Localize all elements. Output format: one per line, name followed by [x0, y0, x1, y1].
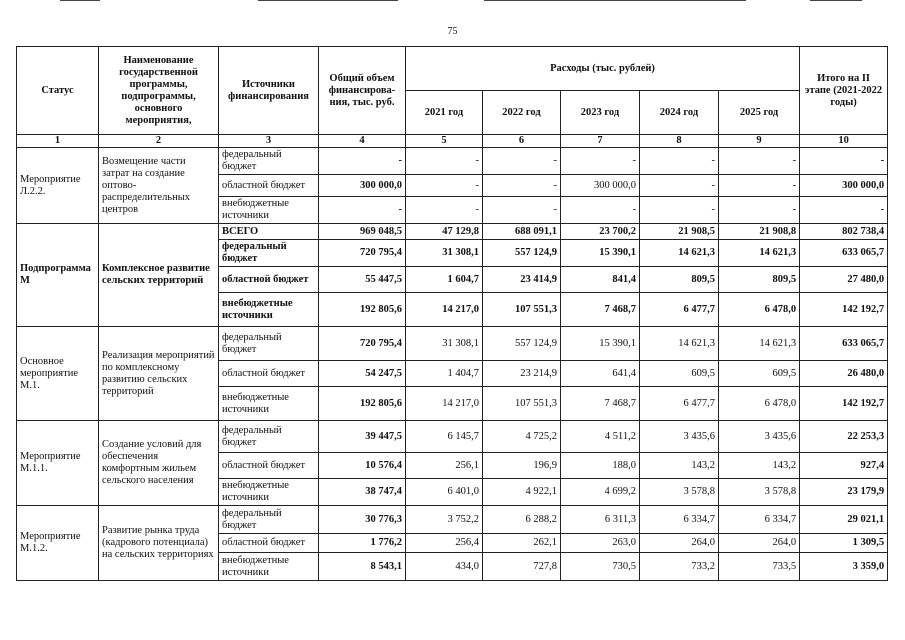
- funding-source-cell: областной бюджет: [219, 453, 319, 479]
- year-amount-cell: 6 311,3: [561, 506, 640, 534]
- year-amount-cell: 609,5: [640, 361, 719, 387]
- year-amount-cell: 6 401,0: [406, 479, 483, 506]
- total-amount-cell: 720 795,4: [319, 240, 406, 267]
- year-amount-cell: -: [406, 148, 483, 175]
- stage-total-cell: -: [800, 197, 888, 224]
- funding-source-cell: федеральный бюджет: [219, 506, 319, 534]
- year-amount-cell: 15 390,1: [561, 240, 640, 267]
- header-stage-total: Итого на II этапе (2021-2022 годы): [800, 47, 888, 135]
- year-amount-cell: 6 478,0: [719, 293, 800, 327]
- total-amount-cell: 1 776,2: [319, 534, 406, 553]
- year-amount-cell: 264,0: [640, 534, 719, 553]
- year-amount-cell: 6 145,7: [406, 421, 483, 453]
- stage-total-cell: 142 192,7: [800, 293, 888, 327]
- column-number: 9: [719, 135, 800, 148]
- stage-total-cell: 927,4: [800, 453, 888, 479]
- year-amount-cell: 47 129,8: [406, 224, 483, 240]
- total-amount-cell: -: [319, 148, 406, 175]
- total-amount-cell: 10 576,4: [319, 453, 406, 479]
- year-amount-cell: 733,2: [640, 553, 719, 581]
- year-amount-cell: -: [719, 197, 800, 224]
- stage-total-cell: 802 738,4: [800, 224, 888, 240]
- header-status: Статус: [17, 47, 99, 135]
- year-amount-cell: 21 908,5: [640, 224, 719, 240]
- table-row: [17, 506, 888, 534]
- year-amount-cell: 3 435,6: [719, 421, 800, 453]
- total-amount-cell: 720 795,4: [319, 327, 406, 361]
- program-name-cell: Создание условий для обеспечения комфортным жильем сельского населения: [99, 421, 219, 506]
- stage-total-cell: 633 065,7: [800, 240, 888, 267]
- program-name-cell: Развитие рынка труда (кадрового потенциала) на сельских территориях: [99, 506, 219, 581]
- year-amount-cell: 609,5: [719, 361, 800, 387]
- header-year: 2021 год: [406, 91, 483, 135]
- year-amount-cell: 23 700,2: [561, 224, 640, 240]
- program-name-cell: Возмещение части затрат на создание оптово-распределительных центров: [99, 148, 219, 224]
- table-row: [17, 421, 888, 453]
- financing-table: [16, 46, 888, 581]
- table-body: [17, 148, 888, 581]
- year-amount-cell: 188,0: [561, 453, 640, 479]
- year-amount-cell: 4 922,1: [483, 479, 561, 506]
- year-amount-cell: -: [561, 197, 640, 224]
- year-amount-cell: 6 334,7: [640, 506, 719, 534]
- status-cell: Мероприятие М.1.1.: [17, 421, 99, 506]
- stage-total-cell: 27 480,0: [800, 267, 888, 293]
- year-amount-cell: 14 621,3: [719, 240, 800, 267]
- year-amount-cell: -: [483, 197, 561, 224]
- year-amount-cell: -: [719, 175, 800, 197]
- column-number: 2: [99, 135, 219, 148]
- year-amount-cell: 733,5: [719, 553, 800, 581]
- year-amount-cell: 809,5: [640, 267, 719, 293]
- total-amount-cell: 54 247,5: [319, 361, 406, 387]
- total-amount-cell: 192 805,6: [319, 387, 406, 421]
- page-number: 75: [447, 26, 458, 37]
- table-row: [17, 224, 888, 240]
- stage-total-cell: 23 179,9: [800, 479, 888, 506]
- year-amount-cell: 4 511,2: [561, 421, 640, 453]
- column-number: 7: [561, 135, 640, 148]
- year-amount-cell: 730,5: [561, 553, 640, 581]
- year-amount-cell: 15 390,1: [561, 327, 640, 361]
- total-amount-cell: 38 747,4: [319, 479, 406, 506]
- funding-source-cell: внебюджетные источники: [219, 293, 319, 327]
- funding-source-cell: внебюджетные источники: [219, 197, 319, 224]
- header-expenses: Расходы (тыс. рублей): [406, 47, 800, 91]
- stage-total-cell: 1 309,5: [800, 534, 888, 553]
- funding-source-cell: федеральный бюджет: [219, 421, 319, 453]
- year-amount-cell: 3 435,6: [640, 421, 719, 453]
- year-amount-cell: 6 477,7: [640, 293, 719, 327]
- column-number: 4: [319, 135, 406, 148]
- year-amount-cell: 641,4: [561, 361, 640, 387]
- year-amount-cell: 3 578,8: [719, 479, 800, 506]
- column-number: 6: [483, 135, 561, 148]
- funding-source-cell: областной бюджет: [219, 361, 319, 387]
- status-cell: Мероприятие М.1.2.: [17, 506, 99, 581]
- year-amount-cell: -: [640, 148, 719, 175]
- year-amount-cell: 263,0: [561, 534, 640, 553]
- column-numbers-row: [17, 135, 888, 148]
- year-amount-cell: 7 468,7: [561, 387, 640, 421]
- header-year: 2022 год: [483, 91, 561, 135]
- stage-total-cell: 142 192,7: [800, 387, 888, 421]
- header-year: 2024 год: [640, 91, 719, 135]
- year-amount-cell: 6 477,7: [640, 387, 719, 421]
- year-amount-cell: 841,4: [561, 267, 640, 293]
- year-amount-cell: -: [483, 148, 561, 175]
- table-row: [17, 148, 888, 175]
- stage-total-cell: 29 021,1: [800, 506, 888, 534]
- top-rule-left: [60, 0, 100, 1]
- year-amount-cell: 6 334,7: [719, 506, 800, 534]
- year-amount-cell: 3 752,2: [406, 506, 483, 534]
- top-rule-right: [484, 0, 746, 1]
- status-cell: Основное мероприятие М.1.: [17, 327, 99, 421]
- header-source: Источники финансирования: [219, 47, 319, 135]
- year-amount-cell: 256,4: [406, 534, 483, 553]
- funding-source-cell: федеральный бюджет: [219, 240, 319, 267]
- year-amount-cell: 809,5: [719, 267, 800, 293]
- year-amount-cell: -: [640, 197, 719, 224]
- year-amount-cell: 262,1: [483, 534, 561, 553]
- top-rule-far-right: [810, 0, 862, 1]
- stage-total-cell: 22 253,3: [800, 421, 888, 453]
- column-number: 3: [219, 135, 319, 148]
- funding-source-cell: федеральный бюджет: [219, 327, 319, 361]
- stage-total-cell: 3 359,0: [800, 553, 888, 581]
- column-number: 5: [406, 135, 483, 148]
- year-amount-cell: 143,2: [640, 453, 719, 479]
- stage-total-cell: 26 480,0: [800, 361, 888, 387]
- status-cell: Мероприятие Л.2.2.: [17, 148, 99, 224]
- year-amount-cell: 4 725,2: [483, 421, 561, 453]
- total-amount-cell: 30 776,3: [319, 506, 406, 534]
- year-amount-cell: 14 217,0: [406, 293, 483, 327]
- stage-total-cell: 300 000,0: [800, 175, 888, 197]
- year-amount-cell: 256,1: [406, 453, 483, 479]
- year-amount-cell: -: [483, 175, 561, 197]
- column-number: 1: [17, 135, 99, 148]
- total-amount-cell: 300 000,0: [319, 175, 406, 197]
- year-amount-cell: 688 091,1: [483, 224, 561, 240]
- year-amount-cell: -: [406, 175, 483, 197]
- funding-source-cell: областной бюджет: [219, 534, 319, 553]
- program-name-cell: Реализация мероприятий по комплексному развитию сельских территорий: [99, 327, 219, 421]
- year-amount-cell: 727,8: [483, 553, 561, 581]
- year-amount-cell: 196,9: [483, 453, 561, 479]
- stage-total-cell: -: [800, 148, 888, 175]
- year-amount-cell: -: [719, 148, 800, 175]
- year-amount-cell: 14 621,3: [640, 240, 719, 267]
- year-amount-cell: 6 478,0: [719, 387, 800, 421]
- funding-source-cell: областной бюджет: [219, 175, 319, 197]
- year-amount-cell: -: [640, 175, 719, 197]
- year-amount-cell: 14 217,0: [406, 387, 483, 421]
- year-amount-cell: 1 404,7: [406, 361, 483, 387]
- total-amount-cell: 8 543,1: [319, 553, 406, 581]
- year-amount-cell: 14 621,3: [719, 327, 800, 361]
- year-amount-cell: -: [561, 148, 640, 175]
- table-row: [17, 327, 888, 361]
- year-amount-cell: 1 604,7: [406, 267, 483, 293]
- funding-source-cell: внебюджетные источники: [219, 479, 319, 506]
- total-amount-cell: -: [319, 197, 406, 224]
- year-amount-cell: -: [406, 197, 483, 224]
- year-amount-cell: 434,0: [406, 553, 483, 581]
- funding-source-cell: внебюджетные источники: [219, 387, 319, 421]
- total-amount-cell: 39 447,5: [319, 421, 406, 453]
- header-name: Наименование государственной программы, подпрограммы, основного мероприятия,: [99, 47, 219, 135]
- year-amount-cell: 107 551,3: [483, 293, 561, 327]
- year-amount-cell: 557 124,9: [483, 327, 561, 361]
- program-name-cell: Комплексное развитие сельских территорий: [99, 224, 219, 327]
- top-rule-center: [258, 0, 398, 1]
- year-amount-cell: 6 288,2: [483, 506, 561, 534]
- funding-source-cell: федеральный бюджет: [219, 148, 319, 175]
- year-amount-cell: 23 414,9: [483, 267, 561, 293]
- funding-source-cell: внебюджетные источники: [219, 553, 319, 581]
- column-number: 10: [800, 135, 888, 148]
- column-number: 8: [640, 135, 719, 148]
- year-amount-cell: 107 551,3: [483, 387, 561, 421]
- header-year: 2023 год: [561, 91, 640, 135]
- year-amount-cell: 7 468,7: [561, 293, 640, 327]
- stage-total-cell: 633 065,7: [800, 327, 888, 361]
- year-amount-cell: 557 124,9: [483, 240, 561, 267]
- year-amount-cell: 4 699,2: [561, 479, 640, 506]
- year-amount-cell: 31 308,1: [406, 327, 483, 361]
- status-cell: Подпрограмма М: [17, 224, 99, 327]
- funding-source-cell: ВСЕГО: [219, 224, 319, 240]
- year-amount-cell: 23 214,9: [483, 361, 561, 387]
- funding-source-cell: областной бюджет: [219, 267, 319, 293]
- header-total: Общий объем финансирова-ния, тыс. руб.: [319, 47, 406, 135]
- year-amount-cell: 143,2: [719, 453, 800, 479]
- total-amount-cell: 55 447,5: [319, 267, 406, 293]
- year-amount-cell: 3 578,8: [640, 479, 719, 506]
- year-amount-cell: 21 908,8: [719, 224, 800, 240]
- year-amount-cell: 14 621,3: [640, 327, 719, 361]
- total-amount-cell: 192 805,6: [319, 293, 406, 327]
- year-amount-cell: 300 000,0: [561, 175, 640, 197]
- year-amount-cell: 31 308,1: [406, 240, 483, 267]
- year-amount-cell: 264,0: [719, 534, 800, 553]
- total-amount-cell: 969 048,5: [319, 224, 406, 240]
- header-year: 2025 год: [719, 91, 800, 135]
